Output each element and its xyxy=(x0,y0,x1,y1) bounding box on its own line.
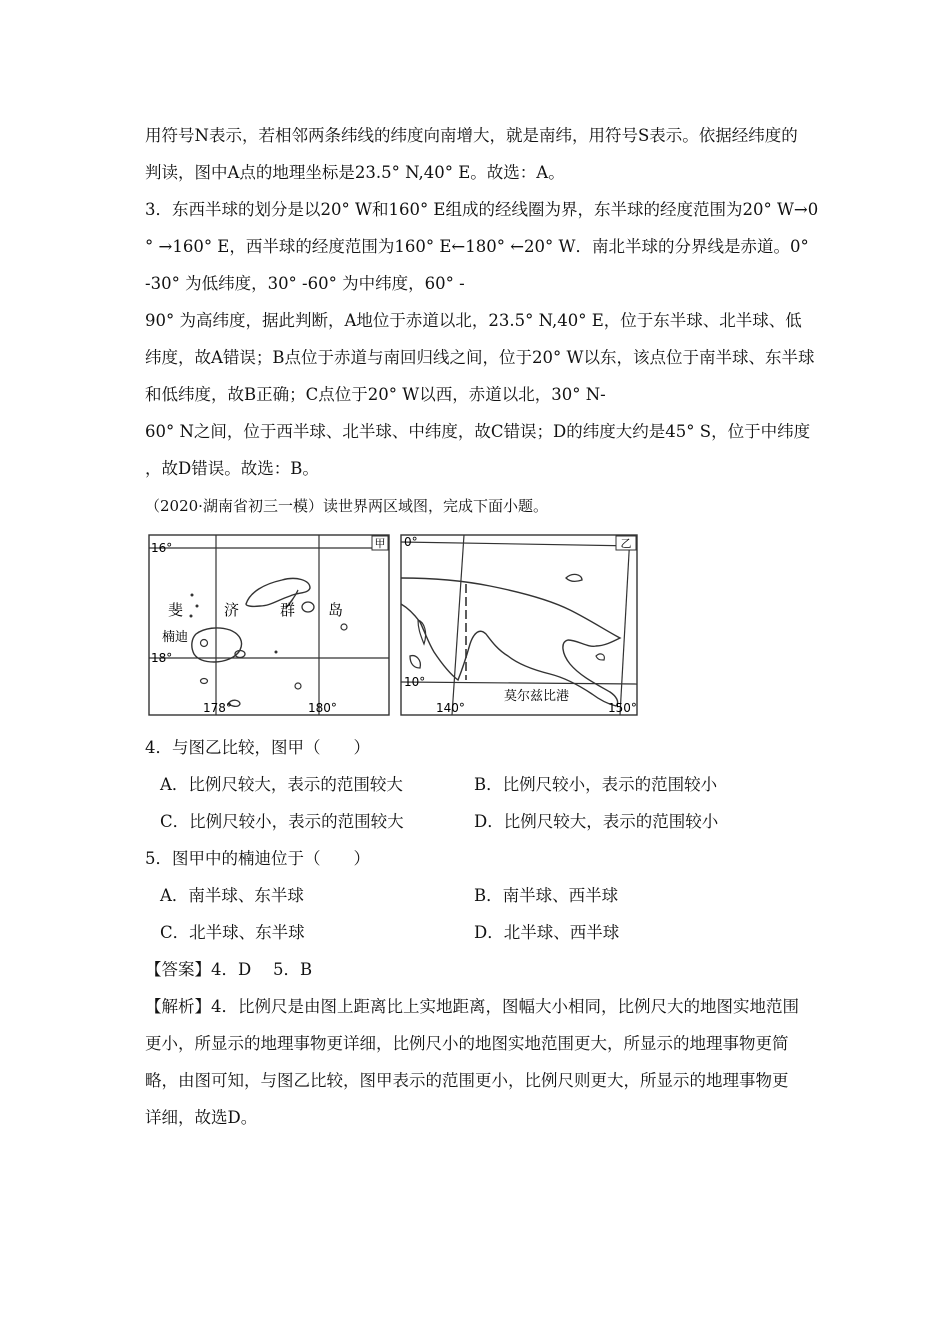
paragraph-line: 用符号N表示，若相邻两条纬线的纬度向南增大，就是南纬，用符号S表示。依据经纬度的 xyxy=(145,126,798,145)
question-4-option-c: C．比例尺较小，表示的范围较大 xyxy=(160,812,404,831)
question-intro: （2020·湖南省初三一模）读世界两区域图，完成下面小题。 xyxy=(145,497,548,515)
question-4-option-a: A．比例尺较大，表示的范围较大 xyxy=(160,775,403,794)
map-yi-lon-left: 140° xyxy=(436,701,465,715)
question-4-option-d: D．比例尺较大，表示的范围较小 xyxy=(474,812,719,831)
map-yi-tag: 乙 xyxy=(620,537,632,550)
paragraph-line: 判读，图中A点的地理坐标是23.5° N,40° E。故选：A。 xyxy=(145,163,565,182)
paragraph-line: 和低纬度，故B正确；C点位于20° W以西，赤道以北，30° N- xyxy=(145,385,606,404)
map-yi-city: 莫尔兹比港 xyxy=(504,689,570,704)
question-5-stem: 5．图甲中的楠迪位于（ ） xyxy=(145,849,370,868)
question-4-option-b: B．比例尺较小，表示的范围较小 xyxy=(474,775,718,794)
answer-text: 4．D 5．B xyxy=(211,960,313,979)
map-jia-name-1: 斐 xyxy=(168,601,184,619)
paragraph-line: 3．东西半球的划分是以20° W和160° E组成的经线圈为界，东半球的经度范围为20° W→0 xyxy=(145,200,819,219)
map-jia-city: 楠迪 xyxy=(162,630,189,645)
question-5-option-d: D．北半球、西半球 xyxy=(474,923,620,942)
map-jia-lat-top: 16° xyxy=(151,541,173,555)
paragraph-line: 纬度，故A错误；B点位于赤道与南回归线之间，位于20° W以东，该点位于南半球、东半球 xyxy=(145,348,815,367)
analysis-text: 4．比例尺是由图上距离比上实地距离，图幅大小相同，比例尺大的地图实地范围 xyxy=(211,997,799,1016)
map-yi-lon-right: 150° xyxy=(608,701,637,715)
nadi-marker xyxy=(201,640,208,647)
map-jia-name-3: 群 xyxy=(280,601,296,619)
answer-label: 【答案】 xyxy=(145,960,211,979)
question-5-option-a: A．南半球、东半球 xyxy=(160,886,304,905)
map-jia-lon-right: 180° xyxy=(308,701,337,715)
paragraph-line: -30° 为低纬度，30° -60° 为中纬度，60° - xyxy=(145,274,465,293)
map-yi xyxy=(400,534,638,716)
answer-line xyxy=(145,960,312,980)
map-jia-name-2: 济 xyxy=(224,601,240,619)
map-jia xyxy=(148,534,390,716)
question-5-option-b: B．南半球、西半球 xyxy=(474,886,619,905)
analysis-line: 详细，故选D。 xyxy=(145,1108,258,1127)
paragraph-line: 90° 为高纬度，据此判断，A地位于赤道以北，23.5° N,40° E，位于东半球、北半球、低 xyxy=(145,311,802,330)
map-yi-lat-bottom: 10° xyxy=(404,675,426,689)
map-yi-lat-top: 0° xyxy=(404,535,418,549)
paragraph-line: 60° N之间，位于西半球、北半球、中纬度，故C错误；D的纬度大约是45° S，位于中纬度 xyxy=(145,422,811,441)
map-jia-lon-left: 178° xyxy=(203,701,232,715)
map-jia-tag: 甲 xyxy=(374,537,386,550)
question-5-option-c: C．北半球、东半球 xyxy=(160,923,305,942)
paragraph-line: ° →160° E，西半球的经度范围为160° E←180° ←20° W．南北半球的分界线是赤道。0° xyxy=(145,237,809,256)
question-4-stem: 4．与图乙比较，图甲（ ） xyxy=(145,738,370,757)
analysis-line: 略，由图可知，与图乙比较，图甲表示的范围更小，比例尺则更大，所显示的地理事物更 xyxy=(145,1071,789,1090)
paragraph-line: ，故D错误。故选：B。 xyxy=(145,459,319,478)
map-jia-lat-bottom: 18° xyxy=(151,651,173,665)
analysis-label: 【解析】 xyxy=(145,997,211,1016)
analysis-line: 更小，所显示的地理事物更详细，比例尺小的地图实地范围更大，所显示的地理事物更简 xyxy=(145,1034,789,1053)
analysis-line xyxy=(145,997,799,1017)
map-jia-name-4: 岛 xyxy=(328,601,344,619)
